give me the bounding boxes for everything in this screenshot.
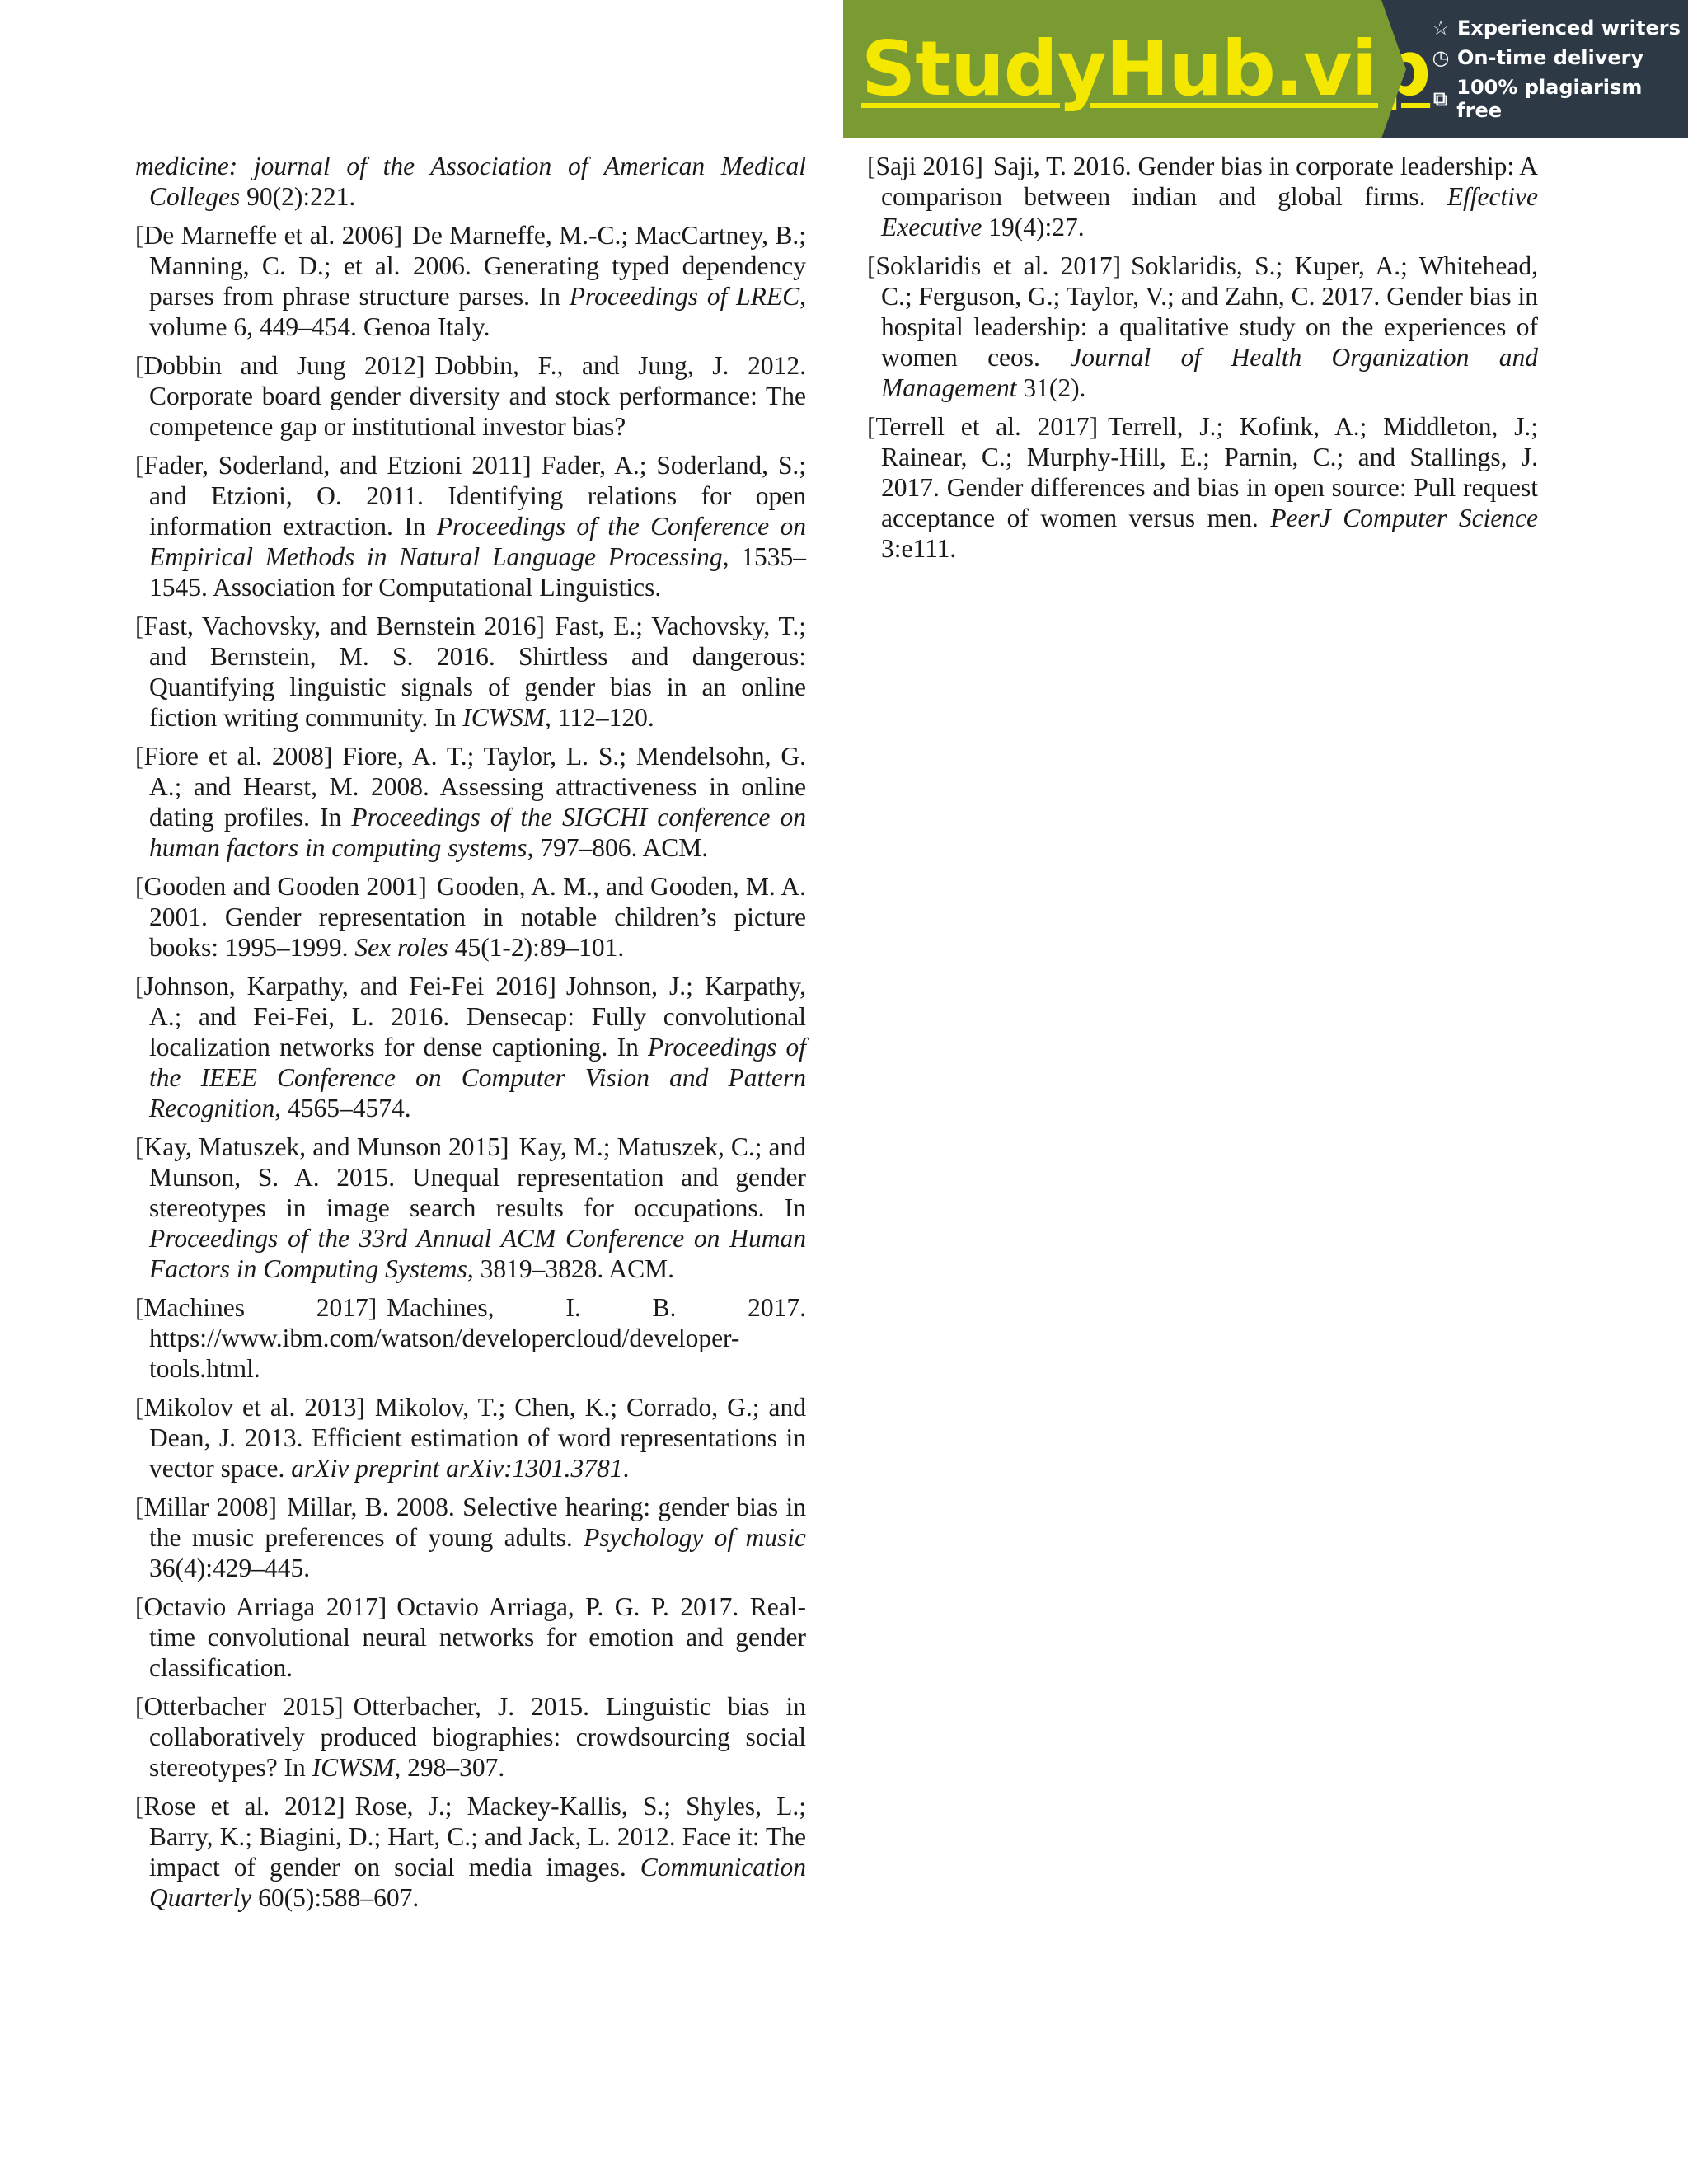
reference-entry bbox=[135, 220, 806, 342]
reference-key: [Fiore et al. 2008] bbox=[135, 742, 333, 771]
reference-venue: Communication Quarterly bbox=[149, 1853, 806, 1912]
reference-venue: Proceedings of LREC bbox=[569, 282, 800, 311]
reference-venue: ICWSM bbox=[462, 703, 546, 732]
reference-text: Terrell, J.; Kofink, A.; Middleton, J.; Rainear, C.; Murphy-Hill, E.; Parnin, C.; and Stallings, J. 2017. Gender differences and bias in open source: Pull request acceptance of women versus men. bbox=[881, 412, 1538, 532]
reference-entry bbox=[135, 1791, 806, 1913]
reference-key: [Johnson, Karpathy, and Fei-Fei 2016] bbox=[135, 972, 556, 1001]
reference-key: [Mikolov et al. 2013] bbox=[135, 1393, 365, 1422]
brand-logo-text[interactable]: StudyHub.vip bbox=[861, 25, 1431, 113]
clock-icon: ◷ bbox=[1432, 46, 1450, 69]
feature-item bbox=[1429, 76, 1688, 122]
feature-item bbox=[1429, 16, 1688, 40]
reference-text: 90(2):221. bbox=[240, 182, 356, 211]
feature-label: Experienced writers bbox=[1457, 16, 1681, 40]
reference-entry bbox=[135, 1132, 806, 1284]
reference-text: , 4565–4574. bbox=[274, 1094, 411, 1122]
reference-text: Machines, I. B. 2017. https://www.ibm.com/watson/developercloud/developer-tools.html. bbox=[149, 1293, 806, 1383]
brand-block[interactable] bbox=[843, 0, 1431, 138]
ad-banner[interactable] bbox=[843, 0, 1688, 138]
reference-text: Kay, M.; Matuszek, C.; and Munson, S. A. 2015. Unequal representation and gender stereotypes in image search results for occupations. In bbox=[149, 1132, 806, 1222]
reference-key: [Otterbacher 2015] bbox=[135, 1692, 344, 1721]
reference-venue: Journal of Health Organization and Management bbox=[881, 343, 1539, 402]
reference-venue: arXiv preprint arXiv:1301.3781 bbox=[291, 1454, 623, 1483]
reference-entry bbox=[867, 151, 1538, 242]
copy-icon: ⧉ bbox=[1433, 87, 1448, 110]
reference-key: [Millar 2008] bbox=[135, 1493, 278, 1521]
reference-key: [Gooden and Gooden 2001] bbox=[135, 872, 427, 901]
references-right-column bbox=[867, 151, 1538, 572]
reference-text: 45(1-2):89–101. bbox=[448, 933, 625, 962]
reference-text: 3:e111. bbox=[881, 534, 957, 563]
reference-venue: Proceedings of the IEEE Conference on Computer Vision and Pattern Recognition bbox=[149, 1033, 806, 1122]
reference-entry bbox=[135, 741, 806, 863]
reference-entry bbox=[135, 450, 806, 602]
reference-venue: ICWSM bbox=[312, 1753, 395, 1782]
reference-text: , 3819–3828. ACM. bbox=[467, 1254, 675, 1283]
reference-text: Fader, A.; Soderland, S.; and Etzioni, O. 2011. Identifying relations for open information extraction. In bbox=[149, 451, 807, 541]
reference-text: Johnson, J.; Karpathy, A.; and Fei-Fei, L. 2016. Densecap: Fully convolutional localization networks for dense captioning. In bbox=[149, 972, 806, 1062]
reference-key: [Octavio Arriaga 2017] bbox=[135, 1592, 387, 1621]
reference-entry bbox=[867, 251, 1538, 403]
reference-entry bbox=[135, 611, 806, 733]
reference-entry bbox=[867, 411, 1538, 564]
reference-text: 60(5):588–607. bbox=[251, 1883, 420, 1912]
feature-label: 100% plagiarism free bbox=[1456, 76, 1643, 122]
reference-text: Gooden, A. M., and Gooden, M. A. 2001. Gender representation in notable children’s picture books: 1995–1999. bbox=[149, 872, 807, 962]
reference-entry bbox=[135, 871, 806, 963]
reference-text: De Marneffe, M.-C.; MacCartney, B.; Manning, C. D.; et al. 2006. Generating typed dependency parses from phrase structure parses. In bbox=[149, 221, 806, 311]
reference-text: Mikolov, T.; Chen, K.; Corrado, G.; and Dean, J. 2013. Efficient estimation of word representations in vector space. bbox=[149, 1393, 806, 1483]
reference-venue: Proceedings of the 33rd Annual ACM Conference on Human Factors in Computing Systems bbox=[149, 1224, 806, 1283]
feature-item bbox=[1429, 46, 1688, 69]
reference-entry bbox=[135, 1392, 806, 1483]
reference-key: [Soklaridis et al. 2017] bbox=[867, 251, 1122, 280]
reference-entry bbox=[135, 151, 806, 212]
reference-entry bbox=[135, 1292, 806, 1384]
reference-text: Rose, J.; Mackey-Kallis, S.; Shyles, L.; Barry, K.; Biagini, D.; Hart, C.; and Jack, L. 2012. Face it: The impact of gender on social media images. bbox=[149, 1792, 806, 1882]
reference-text: , 797–806. ACM. bbox=[527, 833, 709, 862]
star-icon: ☆ bbox=[1432, 16, 1450, 40]
reference-text: , 298–307. bbox=[394, 1753, 505, 1782]
reference-text: Soklaridis, S.; Kuper, A.; Whitehead, C.; Ferguson, G.; Taylor, V.; and Zahn, C. 2017. Gender bias in hospital leadership: a qualitative study on the experiences of women ceos. bbox=[881, 251, 1538, 372]
reference-text: 36(4):429–445. bbox=[149, 1554, 311, 1582]
reference-key: [Kay, Matuszek, and Munson 2015] bbox=[135, 1132, 509, 1161]
reference-venue: Proceedings of the Conference on Empirical Methods in Natural Language Processing bbox=[149, 512, 806, 571]
reference-key: [Fast, Vachovsky, and Bernstein 2016] bbox=[135, 612, 546, 640]
reference-key: [Dobbin and Jung 2012] bbox=[135, 351, 425, 380]
reference-key: [Terrell et al. 2017] bbox=[867, 412, 1099, 441]
reference-entry bbox=[135, 350, 806, 442]
reference-venue: medicine: journal of the Association of American Medical Colleges bbox=[135, 152, 806, 211]
reference-text: Fast, E.; Vachovsky, T.; and Bernstein, M. S. 2016. Shirtless and dangerous: Quantifying linguistic signals of gender bias in an online fiction writing community. In bbox=[149, 612, 807, 732]
reference-text: Fiore, A. T.; Taylor, L. S.; Mendelsohn, G. A.; and Hearst, M. 2008. Assessing attractiveness in online dating profiles. In bbox=[149, 742, 807, 832]
reference-text: , 1535–1545. Association for Computational Linguistics. bbox=[149, 542, 806, 602]
references-left-column bbox=[135, 151, 806, 1921]
reference-entry bbox=[135, 1492, 806, 1583]
reference-text: Dobbin, F., and Jung, J. 2012. Corporate board gender diversity and stock performance: The competence gap or institutional investor bias? bbox=[149, 351, 806, 441]
reference-text: , 112–120. bbox=[545, 703, 654, 732]
reference-text: Saji, T. 2016. Gender bias in corporate leadership: A comparison between indian and global firms. bbox=[881, 152, 1538, 211]
reference-venue: Sex roles bbox=[354, 933, 448, 962]
reference-text: . bbox=[622, 1454, 630, 1483]
reference-key: [Rose et al. 2012] bbox=[135, 1792, 345, 1821]
reference-key: [Fader, Soderland, and Etzioni 2011] bbox=[135, 451, 532, 480]
reference-entry bbox=[135, 1591, 806, 1683]
reference-entry bbox=[135, 1691, 806, 1783]
reference-text: Octavio Arriaga, P. G. P. 2017. Real-time convolutional neural networks for emotion and gender classification. bbox=[149, 1592, 806, 1682]
reference-text: 31(2). bbox=[1016, 373, 1086, 402]
reference-text: , volume 6, 449–454. Genoa Italy. bbox=[149, 282, 806, 341]
reference-text: Otterbacher, J. 2015. Linguistic bias in collaboratively produced biographies: crowdsourcing social stereotypes? In bbox=[149, 1692, 806, 1782]
reference-venue: PeerJ Computer Science bbox=[1270, 504, 1539, 532]
reference-text: Millar, B. 2008. Selective hearing: gender bias in the music preferences of young adults. bbox=[149, 1493, 806, 1552]
reference-key: [De Marneffe et al. 2006] bbox=[135, 221, 403, 250]
reference-entry bbox=[135, 971, 806, 1123]
reference-venue: Psychology of music bbox=[584, 1523, 807, 1552]
reference-key: [Saji 2016] bbox=[867, 152, 983, 180]
reference-text: 19(4):27. bbox=[982, 213, 1085, 241]
reference-key: [Machines 2017] bbox=[135, 1293, 377, 1322]
reference-venue: Proceedings of the SIGCHI conference on human factors in computing systems bbox=[149, 803, 806, 862]
reference-venue: Effective Executive bbox=[881, 182, 1538, 241]
feature-label: On-time delivery bbox=[1457, 46, 1644, 69]
